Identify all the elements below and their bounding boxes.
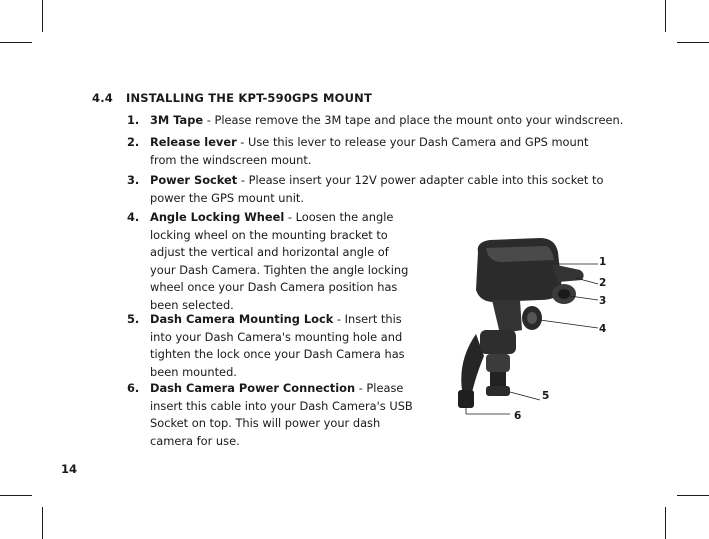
list-item bbox=[127, 209, 417, 314]
callout-label: 5 bbox=[542, 390, 550, 402]
list-item bbox=[127, 112, 627, 130]
item-label: 3M Tape bbox=[150, 113, 204, 127]
page-number: 14 bbox=[61, 462, 78, 476]
crop-mark bbox=[665, 0, 666, 32]
item-text: - Please insert your 12V power adapter cable into this socket to power the GPS mount unit. bbox=[150, 173, 604, 205]
gps-mount-illustration bbox=[440, 230, 620, 435]
item-text: - Use this lever to release your Dash Camera and GPS mount from the windscreen mount. bbox=[150, 135, 589, 167]
item-label: Dash Camera Mounting Lock bbox=[150, 312, 334, 326]
crop-mark bbox=[677, 495, 709, 496]
list-item bbox=[127, 380, 417, 450]
item-text: - Please insert this cable into your Dash Camera's USB Socket on top. This will power your dash camera for use. bbox=[150, 381, 413, 448]
item-text: - Insert this into your Dash Camera's mounting hole and tighten the lock once your Dash Camera has been mounted. bbox=[150, 312, 405, 379]
section-title: INSTALLING THE KPT-590GPS MOUNT bbox=[126, 91, 373, 105]
crop-mark bbox=[0, 495, 32, 496]
crop-mark bbox=[42, 507, 43, 539]
crop-mark bbox=[665, 507, 666, 539]
callout-label: 1 bbox=[599, 256, 607, 268]
item-label: Dash Camera Power Connection bbox=[150, 381, 356, 395]
callout-label: 6 bbox=[514, 410, 522, 422]
item-label: Release lever bbox=[150, 135, 237, 149]
item-number: 4. bbox=[127, 210, 140, 224]
crop-mark bbox=[42, 0, 43, 32]
section-heading bbox=[92, 91, 372, 105]
section-number: 4.4 bbox=[92, 91, 113, 105]
list-item bbox=[127, 311, 417, 381]
item-number: 3. bbox=[127, 173, 140, 187]
item-label: Angle Locking Wheel bbox=[150, 210, 285, 224]
item-label: Power Socket bbox=[150, 173, 238, 187]
item-number: 1. bbox=[127, 113, 140, 127]
callout-label: 3 bbox=[599, 295, 607, 307]
item-number: 6. bbox=[127, 381, 140, 395]
list-item bbox=[127, 172, 605, 207]
callout-label: 4 bbox=[599, 323, 607, 335]
item-text: - Loosen the angle locking wheel on the mounting bracket to adjust the vertical and horizontal angle of your Dash Camera. Tighten the angle locking wheel once your Dash Camera position has been selected. bbox=[150, 210, 409, 312]
item-text: - Please remove the 3M tape and place the mount onto your windscreen. bbox=[203, 113, 624, 127]
callout-label: 2 bbox=[599, 277, 607, 289]
item-number: 2. bbox=[127, 135, 140, 149]
crop-mark bbox=[677, 42, 709, 43]
item-number: 5. bbox=[127, 312, 140, 326]
list-item bbox=[127, 134, 597, 169]
crop-mark bbox=[0, 42, 32, 43]
